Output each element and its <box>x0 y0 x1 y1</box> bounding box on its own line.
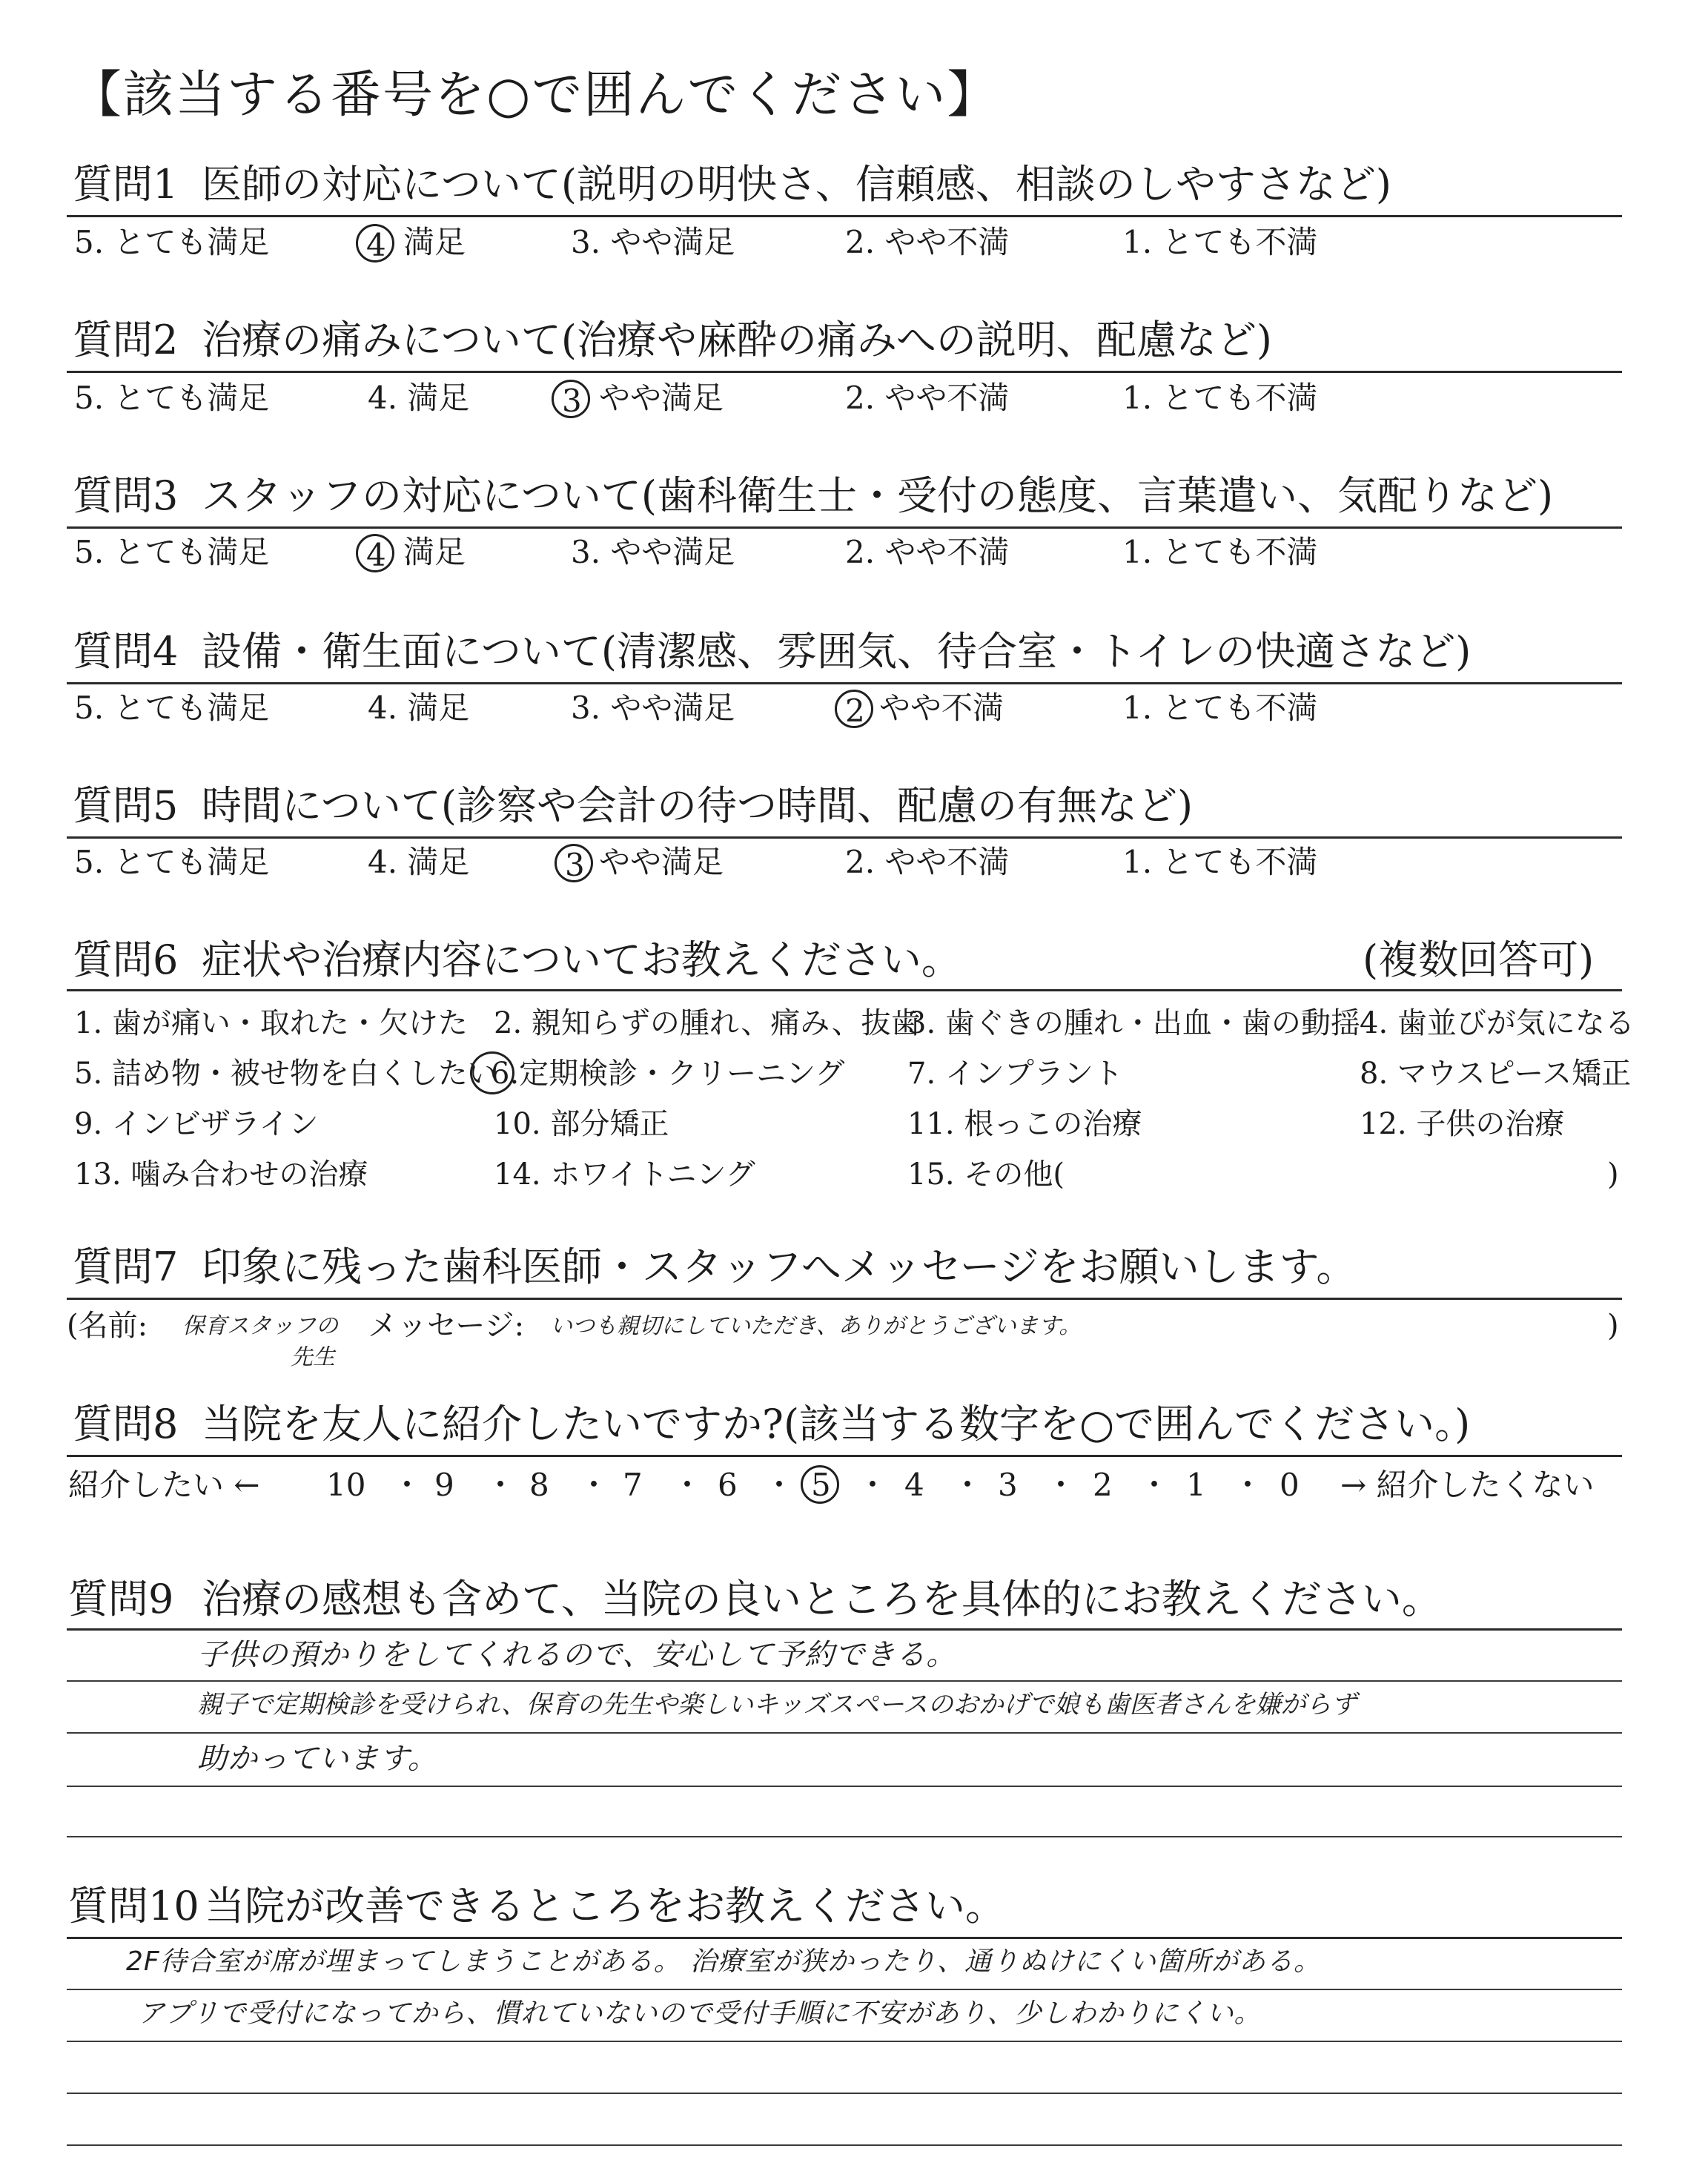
q7-rule <box>67 1298 1622 1300</box>
q8-scale-1[interactable]: 1 <box>1186 1467 1206 1503</box>
q9-rule-1 <box>67 1628 1622 1631</box>
q8-scale-5[interactable]: 5 <box>811 1467 831 1503</box>
q1-option-1[interactable]: 1. とても不満 <box>1122 224 1318 260</box>
q2-text: 治療の痛みについて(治療や麻酔の痛みへの説明、配慮など) <box>202 317 1272 363</box>
q6-note: (複数回答可) <box>1363 937 1595 983</box>
q4-option-4[interactable]: 4. 満足 <box>368 690 470 726</box>
q4-text: 設備・衛生面について(清潔感、雰囲気、待合室・トイレの快適さなど) <box>202 628 1472 675</box>
q5-text: 時間について(診察や会計の待つ時間、配慮の有無など) <box>202 782 1194 829</box>
q10-rule-2 <box>67 1989 1622 1990</box>
q2-option-5[interactable]: 5. とても満足 <box>74 380 270 416</box>
q8-label: 質問8 <box>73 1401 179 1447</box>
q9-rule-2 <box>67 1680 1622 1682</box>
q6-item-2[interactable]: 2. 親知らずの腫れ、痛み、抜歯 <box>494 1006 921 1040</box>
q2-option-1[interactable]: 1. とても不満 <box>1122 380 1318 416</box>
q8-scale-3[interactable]: 3 <box>998 1467 1018 1503</box>
q10-answer-line-2[interactable]: アプリで受付になってから、慣れていないので受付手順に不安があり、少しわかりにくい。 <box>138 1998 1262 2029</box>
q10-rule-4 <box>67 2093 1622 2094</box>
q1-option-3[interactable]: 3. やや満足 <box>571 224 735 260</box>
q9-answer-line-1[interactable]: 子供の預かりをしてくれるので、安心して予約できる。 <box>197 1638 957 1672</box>
q8-scale-4[interactable]: 4 <box>904 1467 924 1503</box>
q3-option-5[interactable]: 5. とても満足 <box>74 534 270 570</box>
q4-option-5[interactable]: 5. とても満足 <box>74 690 270 726</box>
q6-item-15[interactable]: 15. その他( <box>907 1157 1065 1192</box>
q7-text: 印象に残った歯科医師・スタッフへメッセージをお願いします。 <box>202 1244 1357 1290</box>
q8-dot: ・ <box>391 1467 423 1503</box>
q5-rule <box>67 836 1622 839</box>
q8-dot: ・ <box>578 1467 610 1503</box>
q4-option-2-label[interactable]: やや不満 <box>879 690 1004 726</box>
q9-rule-5 <box>67 1836 1622 1837</box>
q7-message-value[interactable]: いつも親切にしていただき、ありがとうございます。 <box>550 1313 1082 1339</box>
q3-rule <box>67 526 1622 529</box>
q1-option-5[interactable]: 5. とても満足 <box>74 224 270 260</box>
q6-item-12[interactable]: 12. 子供の治療 <box>1360 1107 1565 1141</box>
q9-label: 質問9 <box>68 1576 174 1622</box>
q8-dot: ・ <box>1139 1467 1171 1503</box>
q8-dot: ・ <box>485 1467 517 1503</box>
q3-option-2[interactable]: 2. やや不満 <box>845 534 1010 570</box>
q3-label: 質問3 <box>73 472 179 519</box>
q8-left-label: 紹介したい ← <box>68 1467 260 1503</box>
q8-scale-10[interactable]: 10 <box>326 1467 366 1503</box>
q4-option-3[interactable]: 3. やや満足 <box>571 690 735 726</box>
q4-rule <box>67 682 1622 684</box>
q5-option-3-label[interactable]: やや満足 <box>599 844 724 880</box>
q3-text: スタッフの対応について(歯科衛生士・受付の態度、言葉遣い、気配りなど) <box>202 472 1554 519</box>
page-title: 【該当する番号を○で囲んでください】 <box>71 66 999 125</box>
q5-label: 質問5 <box>73 782 179 829</box>
q1-text: 医師の対応について(説明の明快さ、信頼感、相談のしやすさなど) <box>202 161 1391 208</box>
q3-option-4-number[interactable]: 4 <box>366 537 386 573</box>
q10-answer-line-1[interactable]: 2F待合室が席が埋まってしまうことがある。 治療室が狭かったり、通りぬけにくい箇所がある。 <box>126 1946 1322 1977</box>
q7-name-value[interactable]: 保育スタッフの <box>182 1313 338 1339</box>
q8-scale-7[interactable]: 7 <box>623 1467 643 1503</box>
q3-option-3[interactable]: 3. やや満足 <box>571 534 735 570</box>
q8-dot: ・ <box>764 1467 795 1503</box>
q1-rule <box>67 215 1622 217</box>
q6-label: 質問6 <box>73 937 179 983</box>
q8-dot: ・ <box>1045 1467 1077 1503</box>
q1-option-2[interactable]: 2. やや不満 <box>845 224 1010 260</box>
q8-dot: ・ <box>952 1467 984 1503</box>
q8-scale-0[interactable]: 0 <box>1280 1467 1300 1503</box>
q8-text: 当院を友人に紹介したいですか?(該当する数字を○で囲んでください。) <box>202 1401 1471 1447</box>
q6-item-14[interactable]: 14. ホワイトニング <box>494 1157 755 1192</box>
q9-rule-3 <box>67 1732 1622 1734</box>
q6-rule <box>67 989 1622 991</box>
q6-item-7[interactable]: 7. インプラント <box>907 1057 1123 1091</box>
q4-option-1[interactable]: 1. とても不満 <box>1122 690 1318 726</box>
q8-rule <box>67 1455 1622 1457</box>
q8-scale-8[interactable]: 8 <box>529 1467 549 1503</box>
q9-answer-line-2[interactable]: 親子で定期検診を受けられ、保育の先生や楽しいキッズスペースのおかげで娘も歯医者さんを嫌がらず <box>197 1690 1357 1720</box>
q6-item-11[interactable]: 11. 根っこの治療 <box>907 1107 1142 1141</box>
q6-item-1[interactable]: 1. 歯が痛い・取れた・欠けた <box>74 1006 468 1040</box>
q5-option-1[interactable]: 1. とても不満 <box>1122 844 1318 880</box>
q10-rule-5 <box>67 2144 1622 2146</box>
q2-rule <box>67 371 1622 373</box>
q5-option-5[interactable]: 5. とても満足 <box>74 844 270 880</box>
q6-item-3[interactable]: 3. 歯ぐきの腫れ・出血・歯の動揺 <box>907 1006 1360 1040</box>
q7-label: 質問7 <box>73 1244 179 1290</box>
q1-option-4-label[interactable]: 満足 <box>403 224 466 260</box>
q6-item-15-close: ) <box>1607 1157 1619 1192</box>
q6-item-4[interactable]: 4. 歯並びが気になる <box>1360 1006 1635 1040</box>
q6-text: 症状や治療内容についてお教えください。 <box>202 937 961 983</box>
q9-rule-4 <box>67 1786 1622 1787</box>
q6-item-13[interactable]: 13. 噛み合わせの治療 <box>74 1157 368 1192</box>
q10-rule-3 <box>67 2041 1622 2042</box>
q6-item-5[interactable]: 5. 詰め物・被せ物を白くしたい <box>74 1057 497 1091</box>
q4-option-2-number[interactable]: 2 <box>845 693 865 729</box>
q1-option-4-number[interactable]: 4 <box>366 227 386 263</box>
q5-option-4[interactable]: 4. 満足 <box>368 844 470 880</box>
q9-answer-line-3[interactable]: 助かっています。 <box>197 1742 438 1776</box>
q9-text: 治療の感想も含めて、当院の良いところを具体的にお教えください。 <box>202 1576 1442 1622</box>
q6-item-10[interactable]: 10. 部分矯正 <box>494 1107 669 1141</box>
q2-option-2[interactable]: 2. やや不満 <box>845 380 1010 416</box>
q5-option-2[interactable]: 2. やや不満 <box>845 844 1010 880</box>
q8-scale-9[interactable]: 9 <box>434 1467 454 1503</box>
q6-item-6[interactable]: 6.定期検診・クリーニング <box>491 1057 845 1091</box>
q8-scale-6[interactable]: 6 <box>718 1467 738 1503</box>
q8-right-label: → 紹介したくない <box>1340 1467 1595 1503</box>
q2-option-3-number[interactable]: 3 <box>562 383 582 419</box>
q1-label: 質問1 <box>73 161 179 208</box>
q8-scale-2[interactable]: 2 <box>1093 1467 1113 1503</box>
q8-dot: ・ <box>672 1467 704 1503</box>
q7-close-paren: ) <box>1607 1309 1619 1343</box>
q5-option-3-number[interactable]: 3 <box>565 847 585 883</box>
q2-option-3-label[interactable]: やや満足 <box>599 380 724 416</box>
q10-label: 質問10 <box>68 1883 199 1929</box>
q6-item-9[interactable]: 9. インビザライン <box>74 1107 319 1141</box>
q6-item-8[interactable]: 8. マウスピース矯正 <box>1360 1057 1632 1091</box>
q8-dot: ・ <box>857 1467 889 1503</box>
q3-option-1[interactable]: 1. とても不満 <box>1122 534 1318 570</box>
q10-rule-1 <box>67 1937 1622 1939</box>
q7-name-label: (名前: <box>67 1309 148 1343</box>
q3-option-4-label[interactable]: 満足 <box>403 534 466 570</box>
q2-label: 質問2 <box>73 317 179 363</box>
q2-option-4[interactable]: 4. 満足 <box>368 380 470 416</box>
q10-text: 当院が改善できるところをお教えください。 <box>205 1883 1005 1929</box>
q7-name-value-2[interactable]: 先生 <box>291 1344 335 1370</box>
q7-message-label: メッセージ: <box>368 1309 525 1343</box>
q8-dot: ・ <box>1232 1467 1264 1503</box>
q4-label: 質問4 <box>73 628 179 675</box>
